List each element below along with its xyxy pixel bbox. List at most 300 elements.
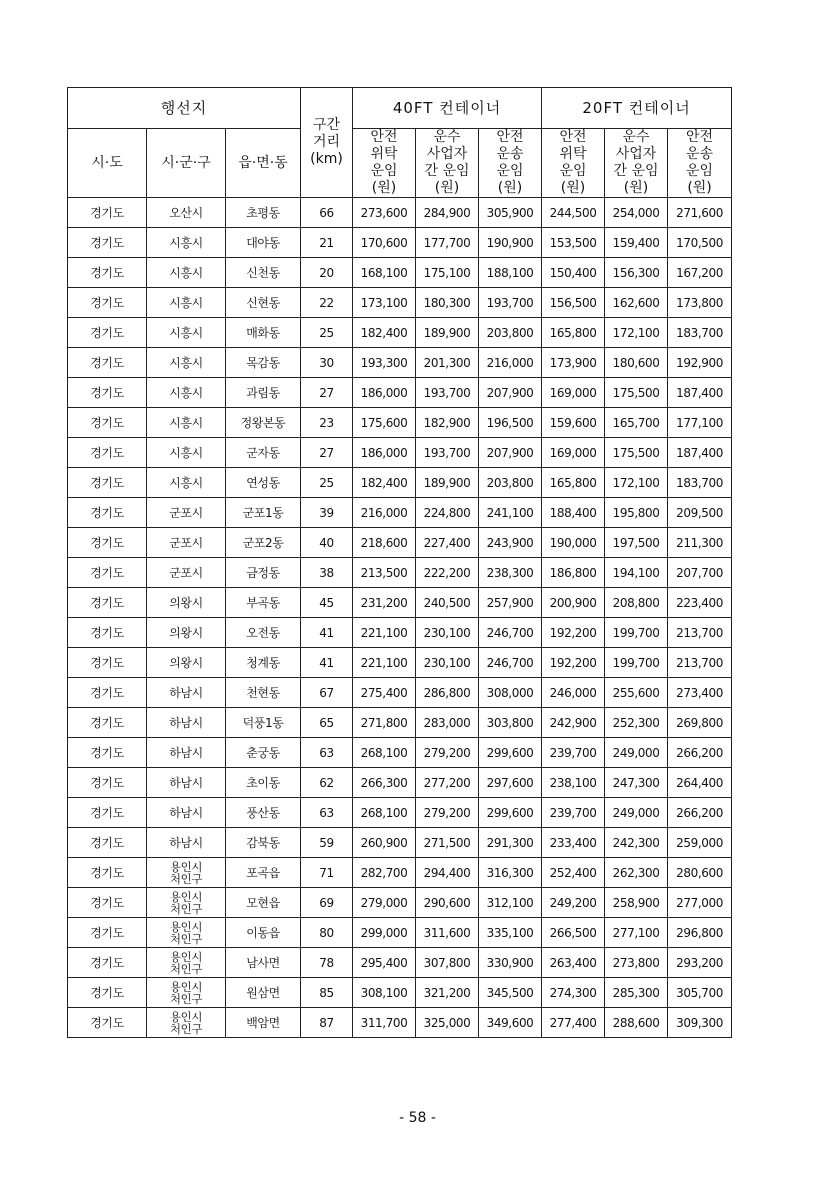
table-row xyxy=(68,948,732,978)
header-20ft-group: 20FT 컨테이너 xyxy=(542,88,732,129)
cell-20ft-carrier: 254,000 xyxy=(605,198,668,228)
cell-sido: 경기도 xyxy=(68,978,147,1008)
cell-sigungu: 의왕시 xyxy=(147,618,226,648)
cell-40ft-transport: 216,000 xyxy=(479,348,542,378)
cell-eupmyeondong: 오전동 xyxy=(226,618,301,648)
cell-20ft-consign: 244,500 xyxy=(542,198,605,228)
cell-40ft-consign: 282,700 xyxy=(353,858,416,888)
cell-eupmyeondong: 과림동 xyxy=(226,378,301,408)
cell-20ft-carrier: 249,000 xyxy=(605,798,668,828)
cell-40ft-consign: 168,100 xyxy=(353,258,416,288)
cell-40ft-carrier: 279,200 xyxy=(416,738,479,768)
cell-sigungu: 하남시 xyxy=(147,828,226,858)
header-destination: 행선지 xyxy=(68,88,301,129)
cell-20ft-transport: 170,500 xyxy=(668,228,732,258)
cell-40ft-consign: 299,000 xyxy=(353,918,416,948)
cell-distance: 66 xyxy=(301,198,353,228)
cell-distance: 27 xyxy=(301,378,353,408)
cell-distance: 25 xyxy=(301,318,353,348)
cell-40ft-transport: 207,900 xyxy=(479,378,542,408)
cell-sido: 경기도 xyxy=(68,708,147,738)
cell-sido: 경기도 xyxy=(68,948,147,978)
cell-sigungu: 시흥시 xyxy=(147,348,226,378)
cell-20ft-carrier: 156,300 xyxy=(605,258,668,288)
header-eupmyeondong: 읍·면·동 xyxy=(226,129,301,198)
cell-20ft-carrier: 199,700 xyxy=(605,648,668,678)
cell-40ft-consign: 268,100 xyxy=(353,738,416,768)
cell-40ft-consign: 221,100 xyxy=(353,618,416,648)
cell-20ft-transport: 213,700 xyxy=(668,618,732,648)
cell-20ft-carrier: 208,800 xyxy=(605,588,668,618)
cell-40ft-consign: 260,900 xyxy=(353,828,416,858)
cell-eupmyeondong: 군자동 xyxy=(226,438,301,468)
table-row xyxy=(68,228,732,258)
cell-40ft-consign: 213,500 xyxy=(353,558,416,588)
cell-40ft-transport: 303,800 xyxy=(479,708,542,738)
cell-distance: 38 xyxy=(301,558,353,588)
freight-rate-table xyxy=(67,87,732,1038)
cell-40ft-consign: 308,100 xyxy=(353,978,416,1008)
cell-20ft-carrier: 262,300 xyxy=(605,858,668,888)
cell-sido: 경기도 xyxy=(68,408,147,438)
header-sido: 시·도 xyxy=(68,129,147,198)
cell-40ft-consign: 273,600 xyxy=(353,198,416,228)
header-40ft-consign-rate: 안전 위탁 운임 (원) xyxy=(353,129,416,198)
cell-eupmyeondong: 춘궁동 xyxy=(226,738,301,768)
cell-40ft-carrier: 201,300 xyxy=(416,348,479,378)
table-row xyxy=(68,438,732,468)
cell-40ft-carrier: 284,900 xyxy=(416,198,479,228)
cell-eupmyeondong: 목감동 xyxy=(226,348,301,378)
cell-20ft-transport: 192,900 xyxy=(668,348,732,378)
cell-eupmyeondong: 천현동 xyxy=(226,678,301,708)
cell-distance: 25 xyxy=(301,468,353,498)
cell-sigungu: 용인시 처인구 xyxy=(147,978,226,1008)
cell-20ft-transport: 213,700 xyxy=(668,648,732,678)
cell-sido: 경기도 xyxy=(68,198,147,228)
table-row xyxy=(68,288,732,318)
cell-40ft-consign: 271,800 xyxy=(353,708,416,738)
cell-20ft-transport: 211,300 xyxy=(668,528,732,558)
cell-20ft-consign: 233,400 xyxy=(542,828,605,858)
cell-40ft-carrier: 189,900 xyxy=(416,468,479,498)
cell-20ft-carrier: 162,600 xyxy=(605,288,668,318)
cell-sigungu: 의왕시 xyxy=(147,648,226,678)
cell-distance: 22 xyxy=(301,288,353,318)
cell-sido: 경기도 xyxy=(68,228,147,258)
cell-eupmyeondong: 풍산동 xyxy=(226,798,301,828)
table-row xyxy=(68,738,732,768)
cell-20ft-consign: 263,400 xyxy=(542,948,605,978)
cell-40ft-carrier: 294,400 xyxy=(416,858,479,888)
cell-40ft-transport: 257,900 xyxy=(479,588,542,618)
table-row xyxy=(68,198,732,228)
header-40ft-transport-rate: 안전 운송 운임 (원) xyxy=(479,129,542,198)
cell-20ft-carrier: 277,100 xyxy=(605,918,668,948)
cell-distance: 40 xyxy=(301,528,353,558)
cell-sigungu: 용인시 처인구 xyxy=(147,918,226,948)
cell-20ft-transport: 259,000 xyxy=(668,828,732,858)
cell-20ft-consign: 159,600 xyxy=(542,408,605,438)
cell-40ft-transport: 312,100 xyxy=(479,888,542,918)
table-header xyxy=(68,88,732,198)
cell-20ft-carrier: 249,000 xyxy=(605,738,668,768)
cell-eupmyeondong: 포곡읍 xyxy=(226,858,301,888)
cell-20ft-consign: 266,500 xyxy=(542,918,605,948)
cell-sigungu: 시흥시 xyxy=(147,408,226,438)
cell-distance: 41 xyxy=(301,618,353,648)
cell-distance: 65 xyxy=(301,708,353,738)
cell-20ft-transport: 280,600 xyxy=(668,858,732,888)
cell-40ft-consign: 279,000 xyxy=(353,888,416,918)
cell-eupmyeondong: 남사면 xyxy=(226,948,301,978)
cell-eupmyeondong: 군포1동 xyxy=(226,498,301,528)
cell-sigungu: 용인시 처인구 xyxy=(147,1008,226,1038)
cell-40ft-transport: 308,000 xyxy=(479,678,542,708)
cell-sigungu: 오산시 xyxy=(147,198,226,228)
cell-sido: 경기도 xyxy=(68,498,147,528)
cell-40ft-consign: 266,300 xyxy=(353,768,416,798)
cell-40ft-carrier: 271,500 xyxy=(416,828,479,858)
cell-40ft-transport: 349,600 xyxy=(479,1008,542,1038)
table-row xyxy=(68,978,732,1008)
cell-sido: 경기도 xyxy=(68,828,147,858)
cell-40ft-consign: 218,600 xyxy=(353,528,416,558)
cell-40ft-carrier: 180,300 xyxy=(416,288,479,318)
cell-20ft-consign: 277,400 xyxy=(542,1008,605,1038)
cell-20ft-transport: 264,400 xyxy=(668,768,732,798)
table-row xyxy=(68,618,732,648)
cell-sigungu: 의왕시 xyxy=(147,588,226,618)
cell-20ft-consign: 192,200 xyxy=(542,648,605,678)
cell-eupmyeondong: 모현읍 xyxy=(226,888,301,918)
cell-40ft-carrier: 283,000 xyxy=(416,708,479,738)
header-sigungu: 시·군·구 xyxy=(147,129,226,198)
cell-20ft-carrier: 172,100 xyxy=(605,318,668,348)
cell-sigungu: 하남시 xyxy=(147,768,226,798)
cell-20ft-consign: 150,400 xyxy=(542,258,605,288)
cell-40ft-carrier: 224,800 xyxy=(416,498,479,528)
cell-sido: 경기도 xyxy=(68,288,147,318)
cell-eupmyeondong: 덕풍1동 xyxy=(226,708,301,738)
cell-40ft-transport: 305,900 xyxy=(479,198,542,228)
cell-20ft-carrier: 194,100 xyxy=(605,558,668,588)
cell-sido: 경기도 xyxy=(68,648,147,678)
cell-20ft-consign: 274,300 xyxy=(542,978,605,1008)
cell-20ft-consign: 249,200 xyxy=(542,888,605,918)
table-row xyxy=(68,888,732,918)
cell-40ft-carrier: 193,700 xyxy=(416,378,479,408)
cell-sido: 경기도 xyxy=(68,378,147,408)
cell-20ft-transport: 187,400 xyxy=(668,438,732,468)
cell-eupmyeondong: 백암면 xyxy=(226,1008,301,1038)
cell-sigungu: 군포시 xyxy=(147,528,226,558)
cell-20ft-carrier: 252,300 xyxy=(605,708,668,738)
cell-sigungu: 군포시 xyxy=(147,558,226,588)
table-row xyxy=(68,918,732,948)
cell-sigungu: 시흥시 xyxy=(147,258,226,288)
cell-20ft-transport: 223,400 xyxy=(668,588,732,618)
cell-distance: 67 xyxy=(301,678,353,708)
cell-20ft-carrier: 247,300 xyxy=(605,768,668,798)
cell-distance: 20 xyxy=(301,258,353,288)
table-row xyxy=(68,798,732,828)
cell-40ft-transport: 299,600 xyxy=(479,798,542,828)
cell-40ft-consign: 275,400 xyxy=(353,678,416,708)
cell-40ft-carrier: 193,700 xyxy=(416,438,479,468)
header-40ft-group: 40FT 컨테이너 xyxy=(353,88,542,129)
cell-20ft-consign: 153,500 xyxy=(542,228,605,258)
cell-eupmyeondong: 감북동 xyxy=(226,828,301,858)
cell-20ft-carrier: 180,600 xyxy=(605,348,668,378)
cell-40ft-consign: 231,200 xyxy=(353,588,416,618)
cell-40ft-carrier: 279,200 xyxy=(416,798,479,828)
table-row xyxy=(68,258,732,288)
cell-40ft-transport: 241,100 xyxy=(479,498,542,528)
cell-sido: 경기도 xyxy=(68,438,147,468)
cell-20ft-carrier: 285,300 xyxy=(605,978,668,1008)
cell-sigungu: 시흥시 xyxy=(147,318,226,348)
cell-sido: 경기도 xyxy=(68,768,147,798)
cell-sido: 경기도 xyxy=(68,258,147,288)
cell-40ft-carrier: 311,600 xyxy=(416,918,479,948)
cell-40ft-consign: 216,000 xyxy=(353,498,416,528)
cell-20ft-consign: 165,800 xyxy=(542,468,605,498)
cell-40ft-carrier: 240,500 xyxy=(416,588,479,618)
cell-20ft-consign: 200,900 xyxy=(542,588,605,618)
cell-40ft-consign: 186,000 xyxy=(353,438,416,468)
cell-distance: 63 xyxy=(301,798,353,828)
table-row xyxy=(68,558,732,588)
cell-40ft-consign: 182,400 xyxy=(353,318,416,348)
cell-sigungu: 용인시 처인구 xyxy=(147,888,226,918)
cell-eupmyeondong: 청계동 xyxy=(226,648,301,678)
cell-20ft-transport: 266,200 xyxy=(668,738,732,768)
cell-sigungu: 용인시 처인구 xyxy=(147,858,226,888)
table-row xyxy=(68,528,732,558)
cell-40ft-carrier: 230,100 xyxy=(416,648,479,678)
cell-40ft-carrier: 277,200 xyxy=(416,768,479,798)
cell-40ft-carrier: 321,200 xyxy=(416,978,479,1008)
cell-eupmyeondong: 초이동 xyxy=(226,768,301,798)
cell-40ft-transport: 238,300 xyxy=(479,558,542,588)
cell-distance: 85 xyxy=(301,978,353,1008)
cell-40ft-consign: 170,600 xyxy=(353,228,416,258)
table-body xyxy=(68,198,732,1038)
table-row xyxy=(68,318,732,348)
cell-40ft-transport: 291,300 xyxy=(479,828,542,858)
cell-20ft-transport: 183,700 xyxy=(668,468,732,498)
cell-20ft-transport: 167,200 xyxy=(668,258,732,288)
cell-40ft-consign: 193,300 xyxy=(353,348,416,378)
cell-20ft-consign: 239,700 xyxy=(542,738,605,768)
header-distance: 구간 거리 (km) xyxy=(301,88,353,198)
cell-distance: 23 xyxy=(301,408,353,438)
cell-20ft-transport: 183,700 xyxy=(668,318,732,348)
table-row xyxy=(68,378,732,408)
cell-20ft-carrier: 172,100 xyxy=(605,468,668,498)
cell-40ft-consign: 311,700 xyxy=(353,1008,416,1038)
table-row xyxy=(68,588,732,618)
cell-20ft-carrier: 175,500 xyxy=(605,378,668,408)
cell-sido: 경기도 xyxy=(68,798,147,828)
cell-20ft-transport: 177,100 xyxy=(668,408,732,438)
table-row xyxy=(68,708,732,738)
cell-20ft-consign: 192,200 xyxy=(542,618,605,648)
cell-40ft-carrier: 230,100 xyxy=(416,618,479,648)
header-20ft-consign-rate: 안전 위탁 운임 (원) xyxy=(542,129,605,198)
cell-20ft-consign: 165,800 xyxy=(542,318,605,348)
cell-sido: 경기도 xyxy=(68,588,147,618)
cell-40ft-transport: 330,900 xyxy=(479,948,542,978)
cell-sido: 경기도 xyxy=(68,528,147,558)
table-row xyxy=(68,408,732,438)
cell-40ft-carrier: 325,000 xyxy=(416,1008,479,1038)
cell-40ft-carrier: 290,600 xyxy=(416,888,479,918)
cell-distance: 21 xyxy=(301,228,353,258)
table-row xyxy=(68,768,732,798)
cell-eupmyeondong: 초평동 xyxy=(226,198,301,228)
cell-20ft-consign: 156,500 xyxy=(542,288,605,318)
cell-20ft-transport: 296,800 xyxy=(668,918,732,948)
cell-20ft-transport: 309,300 xyxy=(668,1008,732,1038)
cell-40ft-consign: 182,400 xyxy=(353,468,416,498)
cell-20ft-consign: 190,000 xyxy=(542,528,605,558)
cell-20ft-carrier: 273,800 xyxy=(605,948,668,978)
cell-20ft-transport: 277,000 xyxy=(668,888,732,918)
cell-20ft-transport: 207,700 xyxy=(668,558,732,588)
cell-sigungu: 군포시 xyxy=(147,498,226,528)
table-row xyxy=(68,828,732,858)
header-20ft-transport-rate: 안전 운송 운임 (원) xyxy=(668,129,732,198)
cell-40ft-consign: 295,400 xyxy=(353,948,416,978)
header-20ft-carrier-rate: 운수 사업자 간 운임 (원) xyxy=(605,129,668,198)
cell-20ft-consign: 242,900 xyxy=(542,708,605,738)
cell-distance: 62 xyxy=(301,768,353,798)
cell-distance: 87 xyxy=(301,1008,353,1038)
cell-20ft-transport: 209,500 xyxy=(668,498,732,528)
cell-sido: 경기도 xyxy=(68,678,147,708)
table-row xyxy=(68,468,732,498)
table-row xyxy=(68,648,732,678)
cell-sido: 경기도 xyxy=(68,918,147,948)
cell-20ft-carrier: 242,300 xyxy=(605,828,668,858)
cell-40ft-transport: 207,900 xyxy=(479,438,542,468)
cell-eupmyeondong: 군포2동 xyxy=(226,528,301,558)
cell-40ft-transport: 316,300 xyxy=(479,858,542,888)
cell-20ft-carrier: 175,500 xyxy=(605,438,668,468)
cell-sigungu: 하남시 xyxy=(147,708,226,738)
cell-40ft-transport: 203,800 xyxy=(479,318,542,348)
cell-40ft-consign: 186,000 xyxy=(353,378,416,408)
cell-eupmyeondong: 대야동 xyxy=(226,228,301,258)
cell-40ft-transport: 203,800 xyxy=(479,468,542,498)
cell-distance: 39 xyxy=(301,498,353,528)
cell-40ft-transport: 243,900 xyxy=(479,528,542,558)
cell-sido: 경기도 xyxy=(68,738,147,768)
cell-40ft-transport: 190,900 xyxy=(479,228,542,258)
cell-distance: 27 xyxy=(301,438,353,468)
cell-sigungu: 시흥시 xyxy=(147,438,226,468)
cell-sido: 경기도 xyxy=(68,468,147,498)
cell-20ft-transport: 266,200 xyxy=(668,798,732,828)
cell-sigungu: 시흥시 xyxy=(147,378,226,408)
cell-40ft-carrier: 222,200 xyxy=(416,558,479,588)
cell-sido: 경기도 xyxy=(68,858,147,888)
cell-20ft-consign: 173,900 xyxy=(542,348,605,378)
cell-20ft-consign: 252,400 xyxy=(542,858,605,888)
cell-40ft-transport: 335,100 xyxy=(479,918,542,948)
cell-40ft-consign: 173,100 xyxy=(353,288,416,318)
cell-40ft-transport: 246,700 xyxy=(479,618,542,648)
cell-20ft-carrier: 258,900 xyxy=(605,888,668,918)
cell-20ft-carrier: 255,600 xyxy=(605,678,668,708)
cell-eupmyeondong: 신현동 xyxy=(226,288,301,318)
cell-20ft-carrier: 159,400 xyxy=(605,228,668,258)
cell-sido: 경기도 xyxy=(68,318,147,348)
cell-sido: 경기도 xyxy=(68,558,147,588)
table-row xyxy=(68,678,732,708)
cell-sido: 경기도 xyxy=(68,1008,147,1038)
cell-20ft-consign: 188,400 xyxy=(542,498,605,528)
cell-40ft-carrier: 227,400 xyxy=(416,528,479,558)
cell-40ft-transport: 345,500 xyxy=(479,978,542,1008)
cell-20ft-carrier: 197,500 xyxy=(605,528,668,558)
cell-sido: 경기도 xyxy=(68,348,147,378)
cell-sigungu: 하남시 xyxy=(147,678,226,708)
cell-distance: 30 xyxy=(301,348,353,378)
cell-20ft-consign: 239,700 xyxy=(542,798,605,828)
cell-20ft-transport: 271,600 xyxy=(668,198,732,228)
table-row xyxy=(68,348,732,378)
cell-eupmyeondong: 부곡동 xyxy=(226,588,301,618)
cell-eupmyeondong: 정왕본동 xyxy=(226,408,301,438)
cell-20ft-transport: 173,800 xyxy=(668,288,732,318)
table-row xyxy=(68,498,732,528)
cell-sigungu: 시흥시 xyxy=(147,228,226,258)
cell-40ft-transport: 297,600 xyxy=(479,768,542,798)
page-number: - 58 - xyxy=(399,1110,436,1126)
cell-20ft-transport: 293,200 xyxy=(668,948,732,978)
cell-distance: 71 xyxy=(301,858,353,888)
cell-distance: 78 xyxy=(301,948,353,978)
cell-40ft-transport: 196,500 xyxy=(479,408,542,438)
table-row xyxy=(68,858,732,888)
cell-40ft-carrier: 307,800 xyxy=(416,948,479,978)
table-row xyxy=(68,1008,732,1038)
cell-40ft-transport: 193,700 xyxy=(479,288,542,318)
cell-40ft-carrier: 286,800 xyxy=(416,678,479,708)
cell-20ft-consign: 169,000 xyxy=(542,378,605,408)
cell-40ft-carrier: 177,700 xyxy=(416,228,479,258)
cell-40ft-consign: 221,100 xyxy=(353,648,416,678)
cell-20ft-transport: 305,700 xyxy=(668,978,732,1008)
cell-sigungu: 시흥시 xyxy=(147,288,226,318)
cell-20ft-carrier: 195,800 xyxy=(605,498,668,528)
cell-eupmyeondong: 원삼면 xyxy=(226,978,301,1008)
cell-40ft-transport: 246,700 xyxy=(479,648,542,678)
cell-20ft-transport: 269,800 xyxy=(668,708,732,738)
cell-20ft-consign: 246,000 xyxy=(542,678,605,708)
cell-20ft-carrier: 288,600 xyxy=(605,1008,668,1038)
cell-40ft-transport: 188,100 xyxy=(479,258,542,288)
cell-sido: 경기도 xyxy=(68,618,147,648)
cell-40ft-carrier: 182,900 xyxy=(416,408,479,438)
cell-20ft-consign: 238,100 xyxy=(542,768,605,798)
cell-distance: 69 xyxy=(301,888,353,918)
cell-20ft-transport: 273,400 xyxy=(668,678,732,708)
cell-distance: 63 xyxy=(301,738,353,768)
